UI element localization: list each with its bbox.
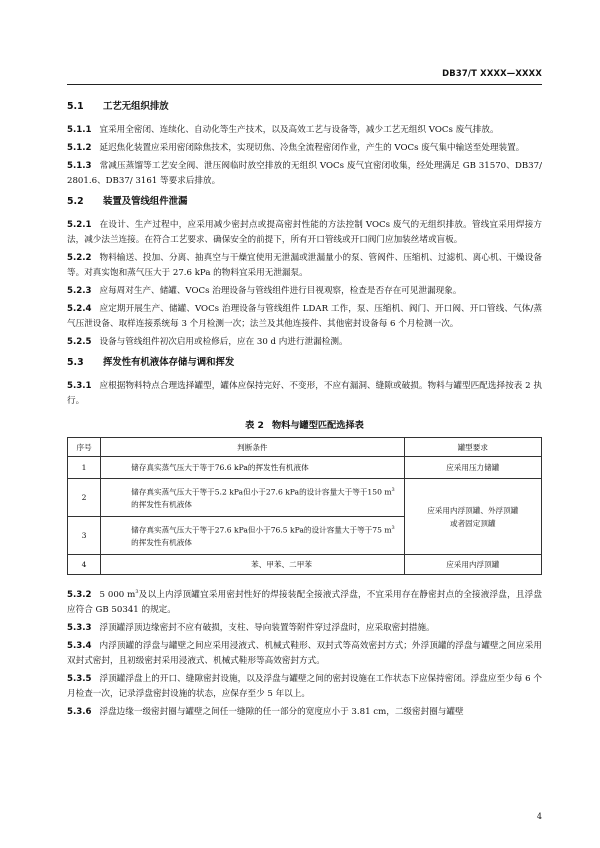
clause-number: 5.2.3 [67, 286, 92, 296]
table-header-row [68, 438, 542, 457]
requirement-line: 应采用内浮顶罐、外浮顶罐 [427, 505, 519, 515]
row-requirement: 应采用压力储罐 [404, 457, 541, 479]
superscript: 3 [391, 487, 395, 494]
document-body [67, 94, 542, 723]
clause-text: 在设计、生产过程中，应采用减少密封点或提高密封性能的方法控制 VOCs 废气的无组织排放。管线宜采用焊接方法，减少法兰连接。在符合工艺要求、确保安全的前提下，所有开口管线或开口阀门应加装丝堵或盲板。 [67, 220, 542, 245]
row-requirement [404, 479, 541, 555]
row-condition [101, 479, 404, 517]
clause-number: 5.1.1 [67, 125, 92, 135]
page-number: 4 [536, 812, 542, 821]
clause-text: 应每周对生产、储罐、VOCs 治理设备与管线组件进行目视观察，检查是否存在可见泄漏现象。 [99, 286, 462, 296]
row-condition: 苯、甲苯、二甲苯 [101, 555, 404, 575]
header-condition: 判断条件 [101, 438, 404, 457]
row-requirement: 应采用内浮顶罐 [404, 555, 541, 575]
clause [67, 621, 542, 636]
condition-line: 的挥发性有机液体 [131, 499, 192, 509]
clause-text: 浮顶罐浮顶边缘密封不应有破损，支柱、导向装置等附件穿过浮盘时，应采取密封措施。 [99, 622, 435, 633]
clause-number: 5.1.3 [67, 161, 92, 171]
clause-number: 5.3.5 [67, 673, 92, 684]
clause-number: 5.1.2 [67, 143, 92, 153]
clause-number: 5.3.4 [67, 640, 92, 651]
condition-line: 储存真实蒸气压大于等于27.6 kPa但小于76.5 kPa的设计容量大于等于75 m [131, 525, 392, 535]
clause [67, 585, 542, 618]
header-rule [67, 84, 542, 85]
clause [67, 379, 542, 409]
section-title: 装置及管线组件泄漏 [103, 196, 188, 207]
clause [67, 123, 542, 138]
clause [67, 672, 542, 702]
clause-text: 浮盘边缘一级密封圈与罐壁之间任一缝隙的任一部分的宽度应小于 3.81 cm，二级密封圈与罐壁 [99, 706, 464, 717]
section-title: 工艺无组织排放 [103, 101, 169, 112]
clause [67, 159, 542, 189]
section-heading [67, 195, 542, 209]
clause-number: 5.2.5 [67, 337, 92, 347]
clause [67, 251, 542, 281]
section-heading [67, 356, 542, 370]
row-condition [101, 517, 404, 555]
table-row [68, 479, 542, 517]
clause-text: 常减压蒸馏等工艺安全阀、泄压阀临时放空排放的无组织 VOCs 废气宜密闭收集，经处理满足 GB 31570、DB37/ 2801.6、DB37/ 3161 等要求后排放。 [67, 161, 542, 186]
clause-number: 5.2.1 [67, 220, 92, 230]
clause-text: 5 000 m [99, 589, 136, 600]
clause [67, 141, 542, 156]
clause [67, 302, 542, 332]
clause-text: 及以上内浮顶罐宜采用密封性好的焊接装配全接液式浮盘，不宜采用存在静密封点的全接液浮盘，且浮盘应符合 GB 50341 的规定。 [67, 589, 542, 615]
clause-text: 应定期开展生产、储罐、VOCs 治理设备与管线组件 LDAR 工作，泵、压缩机、阀门、开口阀、开口管线、气体/蒸气压泄设备、取样连接系统每 3 个月检测一次；法兰及其他连接件、其他密封设备每 6 个月检测一次。 [67, 304, 542, 329]
clause-number: 5.2.4 [67, 304, 92, 314]
table-caption-title: 物料与罐型匹配选择表 [271, 420, 364, 431]
clause [67, 705, 542, 720]
clause [67, 639, 542, 669]
clause-text: 应根据物料特点合理选择罐型，罐体应保持完好、不变形，不应有漏洞、缝隙或破损。物料与罐型匹配选择按表 2 执行。 [67, 381, 542, 406]
superscript: 3 [391, 525, 395, 532]
table-caption-number: 表 2 [245, 420, 264, 431]
clause-text: 浮顶罐浮盘上的开口、缝隙密封设施，以及浮盘与罐壁之间的密封设施在工作状态下应保持密闭。浮盘应至少每 6 个月检查一次，记录浮盘密封设施的状态，应保存至少 5 年以上。 [67, 673, 542, 699]
clause-text: 内浮顶罐的浮盘与罐壁之间应采用浸液式、机械式鞋形、双封式等高效密封方式；外浮顶罐的浮盘与罐壁之间应采用双封式密封，且初级密封采用浸液式、机械式鞋形等高效密封方式。 [67, 640, 542, 666]
row-condition: 储存真实蒸气压大于等于76.6 kPa的挥发性有机液体 [101, 457, 404, 479]
requirement-line: 或者固定顶罐 [449, 518, 496, 528]
condition-line: 储存真实蒸气压大于等于5.2 kPa但小于27.6 kPa的设计容量大于等于150 m [131, 487, 392, 497]
row-no: 1 [68, 457, 101, 479]
doc-code-header: DB37/T XXXX—XXXX [442, 68, 542, 78]
clause-number: 5.3.6 [67, 706, 92, 717]
superscript: 3 [135, 589, 139, 595]
clause-text: 设备与管线组件初次启用或检修后，应在 30 d 内进行泄漏检测。 [99, 337, 348, 347]
header-requirement: 罐型要求 [404, 438, 541, 457]
clause-text: 宜采用全密闭、连续化、自动化等生产技术，以及高效工艺与设备等，减少工艺无组织 VOCs 废气排放。 [99, 125, 499, 135]
header-no: 序号 [68, 438, 101, 457]
clause-text: 物料输送、投加、分离、抽真空与干燥宜使用无泄漏或泄漏量小的泵、管阀件、压缩机、过滤机、离心机、干燥设备等。对真实饱和蒸气压大于 27.6 kPa 的物料宜采用无泄漏泵。 [67, 253, 542, 278]
section-heading [67, 100, 542, 114]
section-title: 挥发性有机液体存储与调和挥发 [103, 357, 235, 368]
clause-number: 5.3.3 [67, 622, 92, 633]
table-row [68, 555, 542, 575]
section-number: 5.3 [67, 357, 84, 368]
row-no: 4 [68, 555, 101, 575]
clause [67, 335, 542, 350]
clause-number: 5.2.2 [67, 253, 92, 263]
section-number: 5.2 [67, 196, 84, 207]
clause-number: 5.3.1 [67, 381, 92, 391]
tank-matching-table [67, 437, 542, 575]
table-row [68, 457, 542, 479]
table-caption [67, 417, 542, 431]
clause-text: 延迟焦化装置应采用密闭除焦技术，实现切焦、冷焦全流程密闭作业，产生的 VOCs 废气集中输送至处理装置。 [99, 143, 525, 153]
row-no: 2 [68, 479, 101, 517]
clause [67, 218, 542, 248]
section-number: 5.1 [67, 101, 84, 112]
row-no: 3 [68, 517, 101, 555]
condition-line: 的挥发性有机液体 [131, 537, 192, 547]
clause [67, 284, 542, 299]
clause-number: 5.3.2 [67, 589, 92, 600]
